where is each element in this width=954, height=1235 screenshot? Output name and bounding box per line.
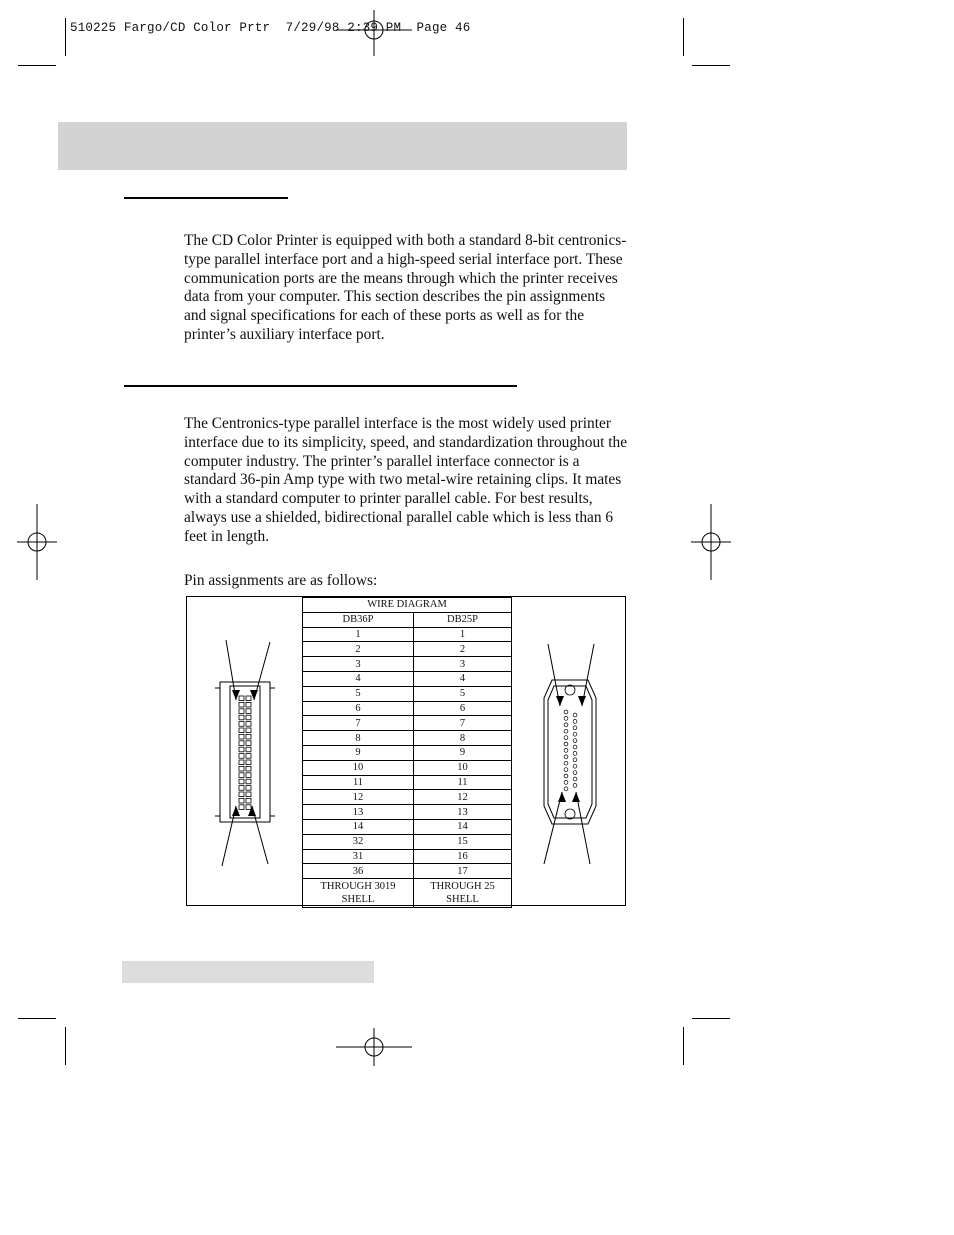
- db25p-pin-cell: 13: [414, 805, 512, 820]
- table-row: [303, 879, 512, 908]
- db25p-pin-cell: 6: [414, 701, 512, 716]
- pin-assignments-intro: Pin assignments are as follows:: [184, 572, 378, 589]
- table-row: [303, 864, 512, 879]
- crop-mark: [18, 1018, 56, 1019]
- db25p-pin-cell: 7: [414, 716, 512, 731]
- db36p-pin-cell: 6: [303, 701, 414, 716]
- crop-mark: [683, 18, 684, 56]
- table-row: [303, 627, 512, 642]
- crop-mark: [683, 1027, 684, 1065]
- db25p-pin-cell: 8: [414, 731, 512, 746]
- db25p-pin-cell: 17: [414, 864, 512, 879]
- db36p-pin-cell: 14: [303, 819, 414, 834]
- db25p-pin-cell: 16: [414, 849, 512, 864]
- db36p-pin-cell: 5: [303, 686, 414, 701]
- db36p-pin-cell: 9: [303, 745, 414, 760]
- crop-mark: [692, 65, 730, 66]
- db25p-pin-cell: 10: [414, 760, 512, 775]
- crop-mark: [65, 1027, 66, 1065]
- table-row: [303, 834, 512, 849]
- wire-diagram-title: WIRE DIAGRAM: [303, 598, 512, 613]
- table-row: [303, 716, 512, 731]
- table-row: [303, 701, 512, 716]
- table-row: [303, 819, 512, 834]
- db36p-pin-cell: 11: [303, 775, 414, 790]
- db25p-pin-cell: 9: [414, 745, 512, 760]
- db36p-pin-cell: 12: [303, 790, 414, 805]
- db36p-pin-cell: 31: [303, 849, 414, 864]
- db25p-pin-cell: 15: [414, 834, 512, 849]
- section-rule: [124, 197, 288, 199]
- db36p-pin-cell: 10: [303, 760, 414, 775]
- footer-band: [122, 961, 374, 983]
- db25p-pin-cell: 14: [414, 819, 512, 834]
- subsection-rule: [124, 385, 517, 387]
- db36p-pin-cell: 36: [303, 864, 414, 879]
- db36p-pin-cell: 32: [303, 834, 414, 849]
- table-row: [303, 805, 512, 820]
- registration-mark-icon: [336, 10, 412, 60]
- shell-line: SHELL: [446, 894, 479, 906]
- db36p-pin-cell: 13: [303, 805, 414, 820]
- db25p-pin-cell: 11: [414, 775, 512, 790]
- column-header-db36p: DB36P: [303, 612, 414, 627]
- print-slug: 510225 Fargo/CD Color Prtr 7/29/98 2:39 PM Page 46: [70, 21, 471, 35]
- db25-connector-icon: [530, 640, 610, 868]
- table-row: [303, 760, 512, 775]
- db25p-pin-cell: 3: [414, 657, 512, 672]
- db25p-pin-cell: 4: [414, 671, 512, 686]
- header-band: [58, 122, 627, 170]
- parallel-paragraph: The Centronics-type parallel interface is the most widely used printer interface due to its simplicity, speed, and standardization throughout the computer industry. The printer’s parallel interface connector is a standard 36-pin Amp type with two metal-wire retaining clips. It mates with a standard computer to printer parallel cable. For best results, always use a shielded, bidirectional parallel cable which is less than 6 feet in length.: [184, 415, 628, 545]
- table-row: [303, 642, 512, 657]
- shell-line: THROUGH 3019: [320, 881, 396, 893]
- db25p-pin-cell: 5: [414, 686, 512, 701]
- table-row: [303, 686, 512, 701]
- db36p-shell-cell: [303, 879, 414, 908]
- table-row: [303, 790, 512, 805]
- db25p-pin-cell: 2: [414, 642, 512, 657]
- db36p-pin-cell: 2: [303, 642, 414, 657]
- registration-mark-icon: [691, 504, 731, 582]
- db25p-pin-cell: 1: [414, 627, 512, 642]
- db36p-pin-cell: 7: [303, 716, 414, 731]
- db25p-pin-cell: 12: [414, 790, 512, 805]
- column-header-db25p: DB25P: [414, 612, 512, 627]
- db36p-pin-cell: 8: [303, 731, 414, 746]
- crop-mark: [692, 1018, 730, 1019]
- db36p-pin-cell: 3: [303, 657, 414, 672]
- table-row: [303, 849, 512, 864]
- shell-line: SHELL: [341, 894, 375, 906]
- db36-connector-icon: [210, 640, 282, 868]
- registration-mark-icon: [336, 1028, 412, 1068]
- table-row: [303, 657, 512, 672]
- table-row: [303, 745, 512, 760]
- intro-paragraph: The CD Color Printer is equipped with both a standard 8-bit centronics-type parallel interface port and a high-speed serial interface port. These communication ports are the means through which the printer receives data from your computer. This section describes the pin assignments and signal specifications for each of these ports as well as for the printer’s auxiliary interface port.: [184, 232, 627, 343]
- table-row: [303, 731, 512, 746]
- wire-diagram-table: [302, 597, 512, 908]
- table-row: [303, 775, 512, 790]
- db36p-pin-cell: 1: [303, 627, 414, 642]
- shell-line: THROUGH 25: [430, 881, 495, 893]
- db25p-shell-cell: [414, 879, 512, 908]
- crop-mark: [18, 65, 56, 66]
- table-row: [303, 671, 512, 686]
- db36p-pin-cell: 4: [303, 671, 414, 686]
- registration-mark-icon: [17, 504, 57, 582]
- crop-mark: [65, 18, 66, 56]
